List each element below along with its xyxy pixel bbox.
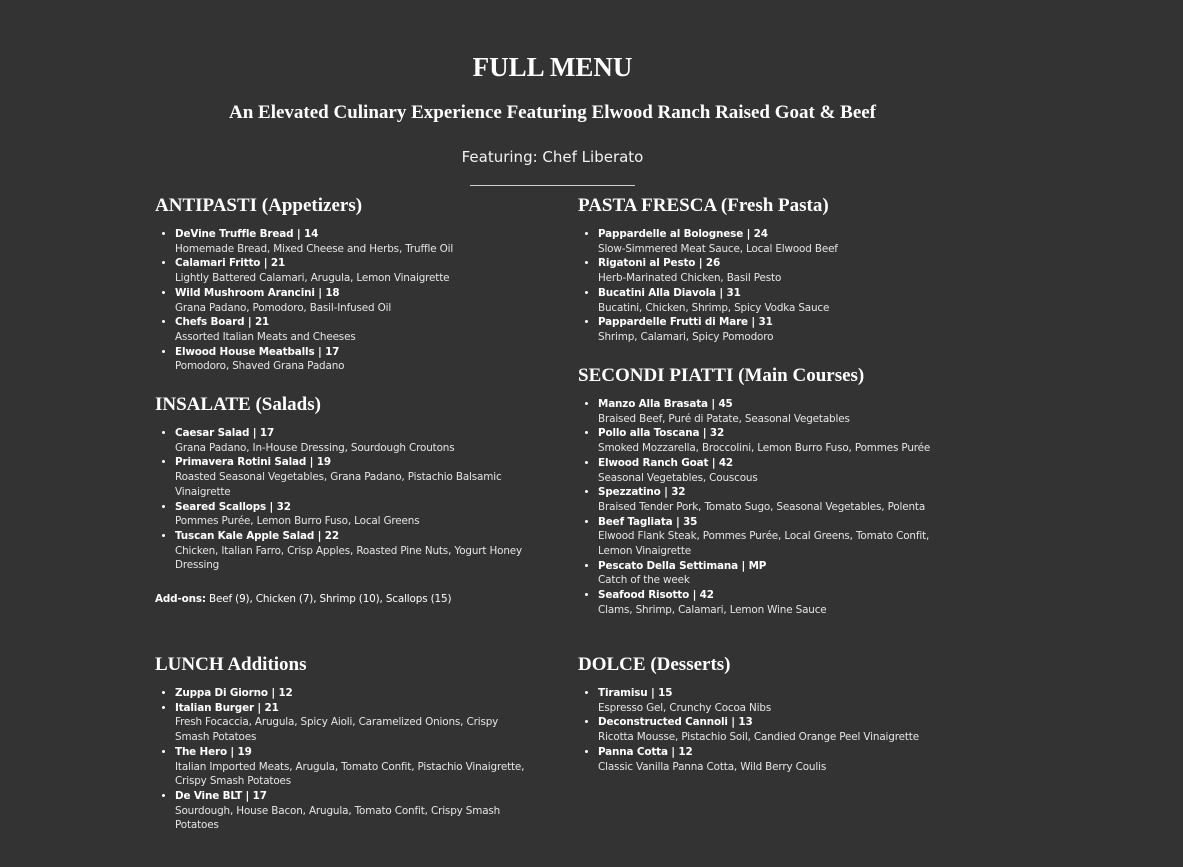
menu-item-description: Classic Vanilla Panna Cotta, Wild Berry Coulis (598, 760, 827, 773)
menu-item-description: Fresh Focaccia, Arugula, Spicy Aioli, Caramelized Onions, Crispy Smash Potatoes (175, 716, 499, 744)
menu-item-description: Smoked Mozzarella, Broccolini, Lemon Burro Fuso, Pommes Purée (598, 442, 931, 455)
section-antipasti (155, 194, 535, 374)
menu-item (598, 745, 958, 774)
menu-item-description: Catch of the week (598, 574, 690, 587)
menu-item (175, 686, 535, 701)
menu-item-description: Seasonal Vegetables, Couscous (598, 471, 758, 484)
menu-item-name: • The Hero | 19 (175, 745, 252, 758)
menu-item-description: Clams, Shrimp, Calamari, Lemon Wine Sauce (598, 603, 827, 616)
section-lunch (155, 653, 535, 833)
menu-item (175, 256, 535, 285)
section-heading-insalate: INSALATE (Salads) (155, 394, 321, 415)
header-divider (470, 185, 635, 186)
menu-item-name: • Chefs Board | 21 (175, 316, 270, 329)
menu-item (598, 256, 958, 285)
menu-title: FULL MENU (472, 52, 633, 82)
menu-item-description: Roasted Seasonal Vegetables, Grana Padano, Pistachio Balsamic Vinaigrette (175, 471, 502, 498)
menu-item-description: Pomodoro, Shaved Grana Padano (175, 360, 345, 373)
menu-item (175, 701, 535, 745)
menu-item (598, 227, 958, 256)
menu-item-name: • Beef Tagliata | 35 (598, 515, 698, 528)
menu-item (598, 686, 958, 715)
section-heading-dolce: DOLCE (Desserts) (578, 654, 731, 675)
menu-item (598, 315, 958, 344)
menu-item (598, 559, 958, 588)
menu-item-name: • Rigatoni al Pesto | 26 (598, 257, 721, 270)
menu-item-name: • Pescato Della Settimana | MP (598, 559, 767, 572)
menu-item-name: • De Vine BLT | 17 (175, 789, 267, 802)
menu-item-description: Ricotta Mousse, Pistachio Soil, Candied Orange Peel Vinaigrette (598, 731, 919, 744)
menu-item-description: Chicken, Italian Farro, Crisp Apples, Roasted Pine Nuts, Yogurt Honey Dressing (175, 544, 523, 572)
menu-item (175, 286, 535, 315)
menu-list-secondi (578, 397, 958, 618)
menu-item (598, 715, 958, 744)
menu-list-lunch (155, 686, 535, 833)
menu-item (598, 397, 958, 426)
menu-item-name: • Pappardelle Frutti di Mare | 31 (598, 316, 773, 329)
menu-item-description: Braised Tender Pork, Tomato Sugo, Seasonal Vegetables, Polenta (598, 500, 926, 513)
section-pasta (578, 194, 958, 345)
menu-item-name: • Caesar Salad | 17 (175, 427, 275, 439)
menu-list-dolce (578, 686, 958, 774)
menu-item (598, 426, 958, 455)
menu-item-name: • Seafood Risotto | 42 (598, 589, 714, 602)
menu-list-antipasti (155, 227, 535, 374)
menu-item-name: • Primavera Rotini Salad | 19 (175, 456, 331, 469)
menu-item-name: • Tiramisu | 15 (598, 687, 673, 699)
menu-item (175, 500, 535, 529)
section-insalate (155, 393, 535, 605)
menu-item-name: • Elwood Ranch Goat | 42 (598, 456, 734, 469)
menu-item-description: Braised Beef, Puré di Patate, Seasonal Vegetables (598, 412, 850, 425)
menu-item (175, 426, 535, 455)
addons-line (155, 593, 535, 605)
menu-item-name: • Elwood House Meatballs | 17 (175, 345, 340, 358)
menu-item-description: Grana Padano, Pomodoro, Basil-Infused Oil (175, 301, 392, 314)
menu-item-description: Homemade Bread, Mixed Cheese and Herbs, Truffle Oil (175, 242, 454, 255)
menu-item (175, 315, 535, 344)
menu-item-name: • Zuppa Di Giorno | 12 (175, 687, 293, 699)
menu-item (175, 227, 535, 256)
section-dolce (578, 653, 958, 774)
menu-item-name: • Seared Scallops | 32 (175, 500, 291, 513)
menu-item-description: Espresso Gel, Crunchy Cocoa Nibs (598, 701, 772, 714)
menu-item-description: Sourdough, House Bacon, Arugula, Tomato Confit, Crispy Smash Potatoes (175, 804, 501, 832)
menu-item-name: • Spezzatino | 32 (598, 486, 686, 499)
menu-item-name: • Pappardelle al Bolognese | 24 (598, 228, 768, 240)
section-heading-lunch: LUNCH Additions (155, 654, 307, 675)
menu-item-name: • DeVine Truffle Bread | 14 (175, 228, 319, 240)
menu-item-name: • Italian Burger | 21 (175, 701, 279, 714)
menu-item (175, 745, 535, 789)
menu-item-description: Pommes Purée, Lemon Burro Fuso, Local Greens (175, 515, 420, 528)
menu-item (598, 485, 958, 514)
menu-subtitle: An Elevated Culinary Experience Featuring Elwood Ranch Raised Goat & Beef (228, 102, 877, 123)
menu-item-name: • Wild Mushroom Arancini | 18 (175, 286, 340, 299)
menu-list-pasta (578, 227, 958, 345)
menu-item-description: Bucatini, Chicken, Shrimp, Spicy Vodka Sauce (598, 301, 830, 314)
menu-item-description: Herb-Marinated Chicken, Basil Pesto (598, 272, 782, 285)
addons-text: Beef (9), Chicken (7), Shrimp (10), Scallops (15) (205, 593, 452, 606)
menu-item (175, 529, 535, 573)
menu-item-name: • Calamari Fritto | 21 (175, 257, 286, 270)
menu-item-description: Lightly Battered Calamari, Arugula, Lemon Vinaigrette (175, 272, 450, 285)
menu-item (598, 588, 958, 617)
menu-item (598, 456, 958, 485)
menu-item-description: Shrimp, Calamari, Spicy Pomodoro (598, 330, 774, 343)
addons-label: Add-ons: (155, 593, 206, 606)
section-secondi (578, 364, 958, 618)
menu-item-name: • Manzo Alla Brasata | 45 (598, 398, 733, 410)
menu-item (175, 455, 535, 499)
menu-item-description: Grana Padano, In-House Dressing, Sourdough Croutons (175, 441, 455, 454)
menu-item-description: Italian Imported Meats, Arugula, Tomato Confit, Pistachio Vinaigrette, Crispy Smash Potatoes (175, 760, 525, 788)
menu-item-description: Assorted Italian Meats and Cheeses (175, 330, 356, 343)
menu-list-insalate (155, 426, 535, 573)
menu-item (598, 286, 958, 315)
menu-item (175, 345, 535, 374)
section-heading-pasta: PASTA FRESCA (Fresh Pasta) (578, 195, 829, 216)
section-heading-antipasti: ANTIPASTI (Appetizers) (155, 195, 363, 216)
menu-item-description: Slow-Simmered Meat Sauce, Local Elwood Beef (598, 242, 838, 255)
menu-item-name: • Pollo alla Toscana | 32 (598, 427, 725, 440)
menu-item (175, 789, 535, 833)
menu-item-name: • Bucatini Alla Diavola | 31 (598, 286, 741, 299)
menu-item-name: • Deconstructed Cannoli | 13 (598, 716, 753, 729)
section-heading-secondi: SECONDI PIATTI (Main Courses) (578, 365, 865, 386)
menu-item-name: • Panna Cotta | 12 (598, 745, 693, 758)
menu-item (598, 515, 958, 559)
chef-line: Featuring: Chef Liberato (461, 148, 644, 166)
menu-item-description: Elwood Flank Steak, Pommes Purée, Local Greens, Tomato Confit, Lemon Vinaigrette (598, 530, 930, 558)
menu-item-name: • Tuscan Kale Apple Salad | 22 (175, 529, 339, 542)
